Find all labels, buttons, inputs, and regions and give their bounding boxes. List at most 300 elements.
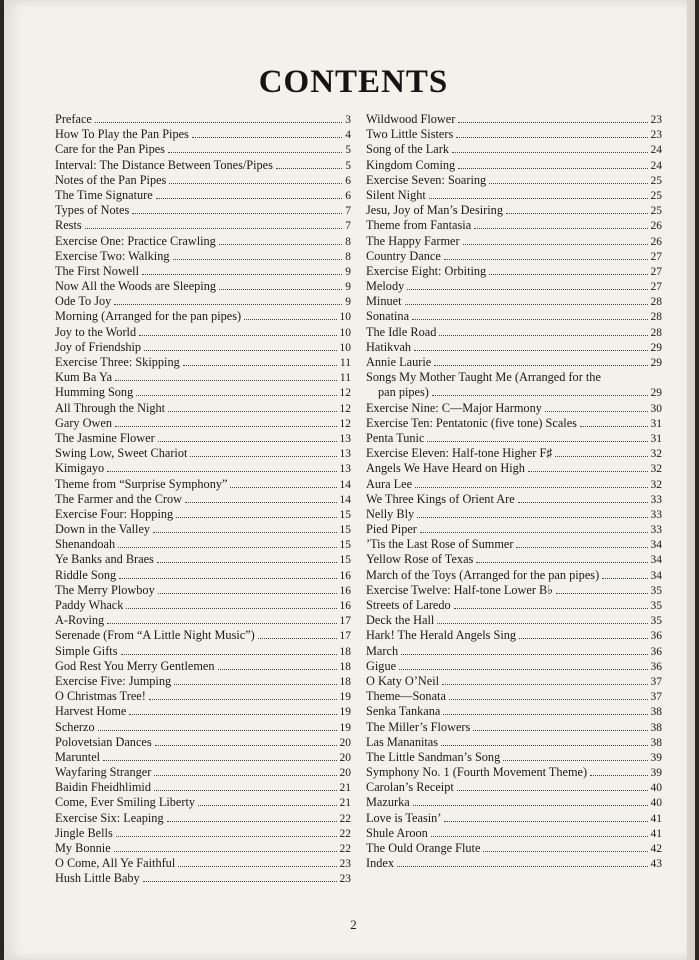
toc-entry xyxy=(55,568,351,583)
toc-entry xyxy=(366,492,662,507)
toc-entry xyxy=(55,461,351,476)
dot-leader xyxy=(454,608,648,609)
toc-entry-page: 27 xyxy=(650,250,662,263)
toc-entry-title: Exercise Eight: Orbiting xyxy=(366,263,487,278)
toc-entry xyxy=(55,552,351,567)
dot-leader xyxy=(444,259,648,260)
toc-entry xyxy=(366,416,662,431)
toc-entry-title: Maruntel xyxy=(55,749,101,764)
dot-leader xyxy=(198,805,336,806)
toc-entry-title: Simple Gifts xyxy=(55,643,118,658)
toc-entry xyxy=(55,340,351,355)
toc-entry-title: The Miller’s Flowers xyxy=(366,719,471,734)
toc-entry xyxy=(366,370,662,385)
toc-entry-title: Sonatina xyxy=(366,309,410,324)
toc-entry-page: 38 xyxy=(650,736,662,749)
toc-entry-page: 23 xyxy=(650,129,662,142)
toc-entry-page: 20 xyxy=(339,736,351,749)
dot-leader xyxy=(132,213,342,214)
toc-entry-page: 41 xyxy=(650,812,662,825)
toc-entry-title: Exercise Four: Hopping xyxy=(55,506,174,521)
toc-entry-page: 29 xyxy=(650,387,662,400)
toc-entry xyxy=(366,522,662,537)
toc-entry xyxy=(366,325,662,340)
toc-entry-page: 27 xyxy=(650,281,662,294)
toc-entry-page: 20 xyxy=(339,751,351,764)
toc-entry-title: Come, Ever Smiling Liberty xyxy=(55,795,196,810)
page-number: 2 xyxy=(350,917,357,932)
dot-leader xyxy=(230,487,336,488)
dot-leader xyxy=(219,244,342,245)
toc-entry-title: Theme from Fantasia xyxy=(366,218,472,233)
toc-entry-page: 33 xyxy=(650,493,662,506)
toc-entry-title: Exercise Six: Leaping xyxy=(55,810,164,825)
toc-entry xyxy=(366,811,662,826)
toc-entry xyxy=(55,841,351,856)
dot-leader xyxy=(457,790,648,791)
toc-entry-page: 19 xyxy=(339,721,351,734)
dot-leader xyxy=(114,304,342,305)
toc-entry-title: Exercise Seven: Soaring xyxy=(366,172,487,187)
dot-leader xyxy=(405,304,648,305)
toc-entry-title: Carolan’s Receipt xyxy=(366,780,454,795)
toc-entry-page: 12 xyxy=(339,387,351,400)
dot-leader xyxy=(414,350,647,351)
toc-entry-page: 7 xyxy=(345,220,351,233)
toc-entry-page: 36 xyxy=(650,645,662,658)
dot-leader xyxy=(244,319,336,320)
toc-entry xyxy=(366,598,662,613)
toc-entry-title: The Farmer and the Crow xyxy=(55,491,183,506)
dot-leader xyxy=(154,790,337,791)
dot-leader xyxy=(149,699,337,700)
dot-leader xyxy=(483,851,647,852)
toc-entry-title: Country Dance xyxy=(366,248,441,263)
toc-entry xyxy=(55,674,351,689)
toc-entry xyxy=(366,279,662,294)
toc-entry-title: Ode To Joy xyxy=(55,294,112,309)
toc-entry-page: 33 xyxy=(650,524,662,537)
dot-leader xyxy=(218,669,337,670)
toc-entry-title: Exercise Ten: Pentatonic (five tone) Scales xyxy=(366,415,577,430)
dot-leader xyxy=(178,866,336,867)
toc-entry-page: 38 xyxy=(650,721,662,734)
toc-entry-page: 9 xyxy=(345,296,351,309)
dot-leader xyxy=(417,517,647,518)
toc-entry-title: A-Roving xyxy=(55,613,105,628)
dot-leader xyxy=(167,821,337,822)
toc-entry-page: 34 xyxy=(650,554,662,567)
toc-entry xyxy=(55,811,351,826)
toc-entry-page: 36 xyxy=(650,660,662,673)
dot-leader xyxy=(154,775,336,776)
toc-entry-title: Riddle Song xyxy=(55,567,117,582)
toc-entry-title: Baidin Fheidhlimid xyxy=(55,780,151,795)
toc-entry xyxy=(55,325,351,340)
toc-entry-page: 42 xyxy=(650,843,662,855)
toc-entry-title: Kimigayo xyxy=(55,461,105,476)
dot-leader xyxy=(143,881,337,882)
toc-entry-page: 15 xyxy=(339,508,351,521)
toc-entry-page: 19 xyxy=(339,706,351,719)
toc-entry-title: Humming Song xyxy=(55,385,134,400)
dot-leader xyxy=(136,395,336,396)
toc-entry-page: 29 xyxy=(650,357,662,369)
toc-entry-title: O Christmas Tree! xyxy=(55,689,146,704)
dot-leader xyxy=(258,638,337,639)
dot-leader xyxy=(158,441,337,442)
dot-leader xyxy=(434,365,647,366)
toc-entry xyxy=(55,218,351,233)
dot-leader xyxy=(192,137,342,138)
toc-entry xyxy=(55,613,351,628)
dot-leader xyxy=(126,608,336,609)
toc-entry xyxy=(366,552,662,567)
dot-leader xyxy=(397,866,648,867)
dot-leader xyxy=(412,319,647,320)
toc-entry-title: Wayfaring Stranger xyxy=(55,765,152,780)
toc-entry-page: 12 xyxy=(339,402,351,415)
dot-leader xyxy=(443,714,647,715)
dot-leader xyxy=(602,578,647,579)
toc-entry-title: Jingle Bells xyxy=(55,825,113,840)
toc-entry-title: Las Mananitas xyxy=(366,734,439,749)
toc-entry xyxy=(366,309,662,324)
toc-entry-page: 13 xyxy=(339,463,351,476)
toc-entry xyxy=(366,750,662,765)
toc-entry-page: 16 xyxy=(339,600,351,612)
toc-entry xyxy=(55,826,351,841)
toc-entry-title: Two Little Sisters xyxy=(366,127,454,142)
toc-entry xyxy=(55,294,351,309)
toc-entry xyxy=(366,461,662,476)
dot-leader xyxy=(183,365,337,366)
dot-leader xyxy=(219,289,342,290)
toc-entry-page: 37 xyxy=(650,675,662,688)
toc-entry-page: 15 xyxy=(339,554,351,567)
dot-leader xyxy=(463,244,648,245)
toc-entry xyxy=(366,401,662,416)
toc-entry-title: Shule Aroon xyxy=(366,825,428,840)
toc-entry-page: 33 xyxy=(650,508,662,521)
dot-leader xyxy=(439,335,647,336)
toc-entry-page: 27 xyxy=(650,265,662,278)
toc-entry-title: Morning (Arranged for the pan pipes) xyxy=(55,309,242,324)
toc-entry xyxy=(55,264,351,279)
toc-entry xyxy=(366,568,662,583)
toc-entry-page: 10 xyxy=(339,311,351,324)
toc-entry-title: Yellow Rose of Texas xyxy=(366,552,474,567)
toc-entry xyxy=(55,477,351,492)
toc-entry-title: The Ould Orange Flute xyxy=(366,841,481,855)
contents-column-left xyxy=(55,112,351,887)
toc-entry xyxy=(366,446,662,461)
toc-entry-page: 37 xyxy=(650,691,662,704)
toc-entry-title: Kum Ba Ya xyxy=(55,370,113,385)
toc-entry-page: 22 xyxy=(339,812,351,825)
toc-entry-title: Shenandoah xyxy=(55,537,116,552)
toc-entry xyxy=(55,446,351,461)
dot-leader xyxy=(156,198,343,199)
toc-entry-title: The Little Sandman’s Song xyxy=(366,749,501,764)
toc-entry xyxy=(55,871,351,886)
toc-entry-page: 32 xyxy=(650,478,662,491)
toc-entry-page: 23 xyxy=(650,114,662,126)
toc-entry-page: 35 xyxy=(650,600,662,612)
toc-entry xyxy=(55,735,351,750)
dot-leader xyxy=(168,152,342,153)
dot-leader xyxy=(518,502,648,503)
dot-leader xyxy=(458,168,647,169)
toc-entry xyxy=(55,142,351,157)
toc-entry-page: 30 xyxy=(650,402,662,415)
toc-entry-title: Symphony No. 1 (Fourth Movement Theme) xyxy=(366,765,588,780)
dot-leader xyxy=(516,547,647,548)
toc-entry-page: 22 xyxy=(339,827,351,840)
toc-entry xyxy=(366,385,662,400)
toc-entry-page: 5 xyxy=(345,144,351,157)
dot-leader xyxy=(528,471,648,472)
toc-entry xyxy=(55,795,351,810)
dot-leader xyxy=(489,183,647,184)
dot-leader xyxy=(129,714,336,715)
dot-leader xyxy=(431,836,648,837)
toc-entry-page: 14 xyxy=(339,478,351,491)
toc-entry xyxy=(366,659,662,674)
toc-entry xyxy=(366,431,662,446)
toc-entry-title: Joy of Friendship xyxy=(55,339,142,354)
toc-entry-title: Now All the Woods are Sleeping xyxy=(55,279,217,294)
toc-entry-title: Pied Piper xyxy=(366,522,417,537)
toc-entry-title: Hush Little Baby xyxy=(55,871,140,886)
toc-entry-title: Streets of Laredo xyxy=(366,598,451,612)
toc-entry-title: pan pipes) xyxy=(378,385,429,400)
toc-entry-title: Annie Laurie xyxy=(366,355,432,369)
toc-entry-page: 16 xyxy=(339,584,351,597)
toc-entry-page: 6 xyxy=(345,189,351,202)
dot-leader xyxy=(519,638,647,639)
toc-entry-title: Hark! The Herald Angels Sing xyxy=(366,628,517,643)
toc-entry-title: Songs My Mother Taught Me (Arranged for the xyxy=(366,370,601,385)
toc-entry xyxy=(366,355,662,370)
toc-entry-title: Penta Tunic xyxy=(366,430,425,445)
dot-leader xyxy=(407,289,647,290)
toc-entry-title: Index xyxy=(366,856,394,871)
toc-entry-page: 5 xyxy=(345,159,351,172)
toc-entry xyxy=(55,158,351,173)
dot-leader xyxy=(442,684,647,685)
dot-leader xyxy=(452,152,648,153)
toc-entry-title: My Bonnie xyxy=(55,841,111,855)
toc-entry-page: 29 xyxy=(650,341,662,354)
toc-entry-page: 43 xyxy=(650,858,662,871)
toc-entry-page: 9 xyxy=(345,281,351,294)
toc-entry xyxy=(366,294,662,309)
dot-leader xyxy=(168,411,336,412)
toc-entry xyxy=(366,674,662,689)
toc-entry-page: 12 xyxy=(339,417,351,430)
dot-leader xyxy=(580,426,648,427)
dot-leader xyxy=(85,228,343,229)
toc-entry-page: 6 xyxy=(345,174,351,187)
dot-leader xyxy=(116,836,337,837)
toc-entry xyxy=(55,644,351,659)
toc-entry xyxy=(366,795,662,810)
toc-entry-title: Interval: The Distance Between Tones/Pipes xyxy=(55,157,273,172)
toc-entry-title: Types of Notes xyxy=(55,203,130,218)
toc-entry-page: 8 xyxy=(345,250,351,263)
toc-entry-page: 14 xyxy=(339,493,351,506)
dot-leader xyxy=(173,259,343,260)
dot-leader xyxy=(144,350,336,351)
dot-leader xyxy=(473,730,647,731)
page-edge xyxy=(687,0,695,960)
toc-entry-page: 16 xyxy=(339,569,351,582)
toc-entry-page: 17 xyxy=(339,615,351,628)
dot-leader xyxy=(441,745,647,746)
toc-entry-page: 38 xyxy=(650,706,662,719)
toc-entry-title: Care for the Pan Pipes xyxy=(55,142,165,157)
toc-entry xyxy=(55,583,351,598)
toc-entry-page: 24 xyxy=(650,144,662,157)
toc-entry-page: 22 xyxy=(339,843,351,855)
toc-entry-title: O Katy O’Neil xyxy=(366,673,440,688)
toc-entry-title: Wildwood Flower xyxy=(366,112,456,126)
dot-leader xyxy=(420,532,648,533)
dot-leader xyxy=(115,380,337,381)
dot-leader xyxy=(427,441,647,442)
dot-leader xyxy=(103,760,336,761)
toc-entry-title: Polovetsian Dances xyxy=(55,734,152,749)
toc-entry-title: The Jasmine Flower xyxy=(55,430,155,445)
toc-entry xyxy=(55,659,351,674)
toc-entry-page: 26 xyxy=(650,235,662,248)
toc-entry-title: Angels We Have Heard on High xyxy=(366,461,525,476)
toc-entry-title: ’Tis the Last Rose of Summer xyxy=(366,537,514,552)
toc-entry-page: 18 xyxy=(339,675,351,688)
toc-entry xyxy=(55,628,351,643)
toc-entry xyxy=(366,158,662,173)
toc-entry xyxy=(366,720,662,735)
toc-entry-page: 28 xyxy=(650,311,662,324)
toc-entry-title: The Idle Road xyxy=(366,324,437,339)
toc-entry-title: Scherzo xyxy=(55,719,95,734)
dot-leader xyxy=(401,654,647,655)
toc-entry xyxy=(55,765,351,780)
dot-leader xyxy=(176,517,336,518)
toc-entry-page: 25 xyxy=(650,189,662,202)
page-title: CONTENTS xyxy=(258,64,449,100)
dot-leader xyxy=(95,122,342,123)
toc-entry-page: 39 xyxy=(650,751,662,764)
toc-entry-page: 34 xyxy=(650,569,662,582)
toc-entry-page: 4 xyxy=(345,129,351,142)
dot-leader xyxy=(142,274,342,275)
toc-entry xyxy=(55,522,351,537)
dot-leader xyxy=(437,623,647,624)
dot-leader xyxy=(449,699,648,700)
dot-leader xyxy=(545,411,648,412)
toc-entry-page: 15 xyxy=(339,524,351,537)
dot-leader xyxy=(415,487,647,488)
toc-entry xyxy=(55,598,351,613)
toc-entry-title: Theme—Sonata xyxy=(366,689,446,704)
toc-entry-title: Exercise Three: Skipping xyxy=(55,355,180,369)
dot-leader xyxy=(139,335,336,336)
toc-entry xyxy=(366,142,662,157)
toc-entry-title: Notes of the Pan Pipes xyxy=(55,172,167,187)
toc-entry-title: Deck the Hall xyxy=(366,613,435,628)
toc-entry xyxy=(366,689,662,704)
toc-entry-page: 19 xyxy=(339,691,351,704)
toc-entry-page: 35 xyxy=(650,615,662,628)
dot-leader xyxy=(444,821,647,822)
toc-entry-title: Song of the Lark xyxy=(366,142,449,157)
toc-entry-title: Down in the Valley xyxy=(55,522,151,537)
toc-entry xyxy=(366,203,662,218)
toc-entry-title: God Rest You Merry Gentlemen xyxy=(55,658,215,673)
toc-entry-page: 10 xyxy=(339,326,351,339)
toc-entry xyxy=(366,780,662,795)
toc-entry xyxy=(55,720,351,735)
toc-entry-title: Serenade (From “A Little Night Music”) xyxy=(55,628,255,643)
toc-entry-title: Exercise Five: Jumping xyxy=(55,673,172,688)
dot-leader xyxy=(456,137,647,138)
toc-entry xyxy=(366,249,662,264)
dot-leader xyxy=(115,426,336,427)
toc-entry-title: Ye Banks and Braes xyxy=(55,552,154,567)
toc-entry-page: 10 xyxy=(339,341,351,354)
toc-entry xyxy=(55,279,351,294)
toc-entry xyxy=(366,644,662,659)
dot-leader xyxy=(98,730,337,731)
toc-entry-title: Harvest Home xyxy=(55,704,127,719)
toc-entry xyxy=(55,112,351,127)
toc-entry-title: Senka Tankana xyxy=(366,704,441,719)
toc-entry-page: 41 xyxy=(650,827,662,840)
book-page xyxy=(4,0,695,960)
toc-entry-page: 3 xyxy=(345,114,351,126)
toc-entry xyxy=(366,765,662,780)
toc-entry xyxy=(366,127,662,142)
toc-entry-page: 31 xyxy=(650,432,662,445)
toc-entry-title: Love is Teasin’ xyxy=(366,810,442,825)
toc-entry xyxy=(366,234,662,249)
toc-entry-title: Exercise Two: Walking xyxy=(55,248,170,263)
toc-entry xyxy=(55,355,351,370)
toc-entry-page: 40 xyxy=(650,782,662,795)
toc-entry-page: 25 xyxy=(650,205,662,218)
dot-leader xyxy=(489,274,647,275)
toc-entry xyxy=(55,507,351,522)
dot-leader xyxy=(169,183,342,184)
dot-leader xyxy=(155,745,337,746)
toc-entry xyxy=(55,188,351,203)
dot-leader xyxy=(118,547,336,548)
dot-leader xyxy=(190,456,336,457)
toc-entry-title: We Three Kings of Orient Are xyxy=(366,491,515,506)
toc-entry-title: Silent Night xyxy=(366,187,426,202)
dot-leader xyxy=(432,395,648,396)
toc-entry xyxy=(55,689,351,704)
dot-leader xyxy=(185,502,336,503)
toc-entry xyxy=(55,203,351,218)
toc-entry-title: Aura Lee xyxy=(366,476,413,491)
toc-entry xyxy=(55,309,351,324)
toc-entry-page: 28 xyxy=(650,296,662,309)
dot-leader xyxy=(503,760,647,761)
toc-entry-page: 39 xyxy=(650,767,662,780)
